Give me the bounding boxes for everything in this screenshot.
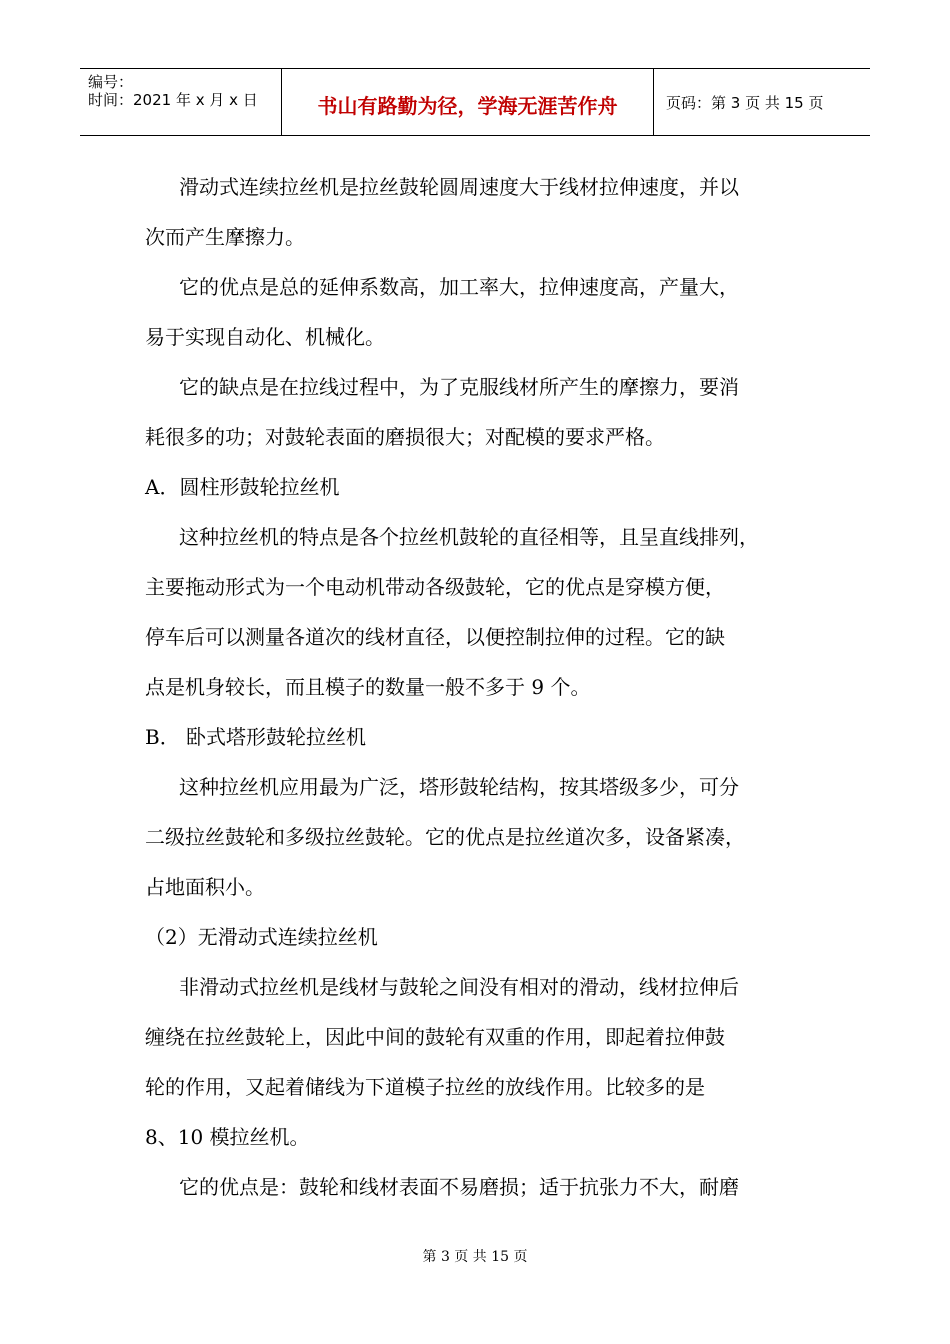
paragraph-line: 它的优点是总的延伸系数高，加工率大，拉伸速度高，产量大， xyxy=(179,275,739,299)
header-page-info: 页码：第 3 页 共 15 页 xyxy=(666,93,824,112)
page-footer: 第 3 页 共 15 页 xyxy=(422,1249,528,1265)
paragraph-line: 滑动式连续拉丝机是拉丝鼓轮圆周速度大于线材拉伸速度，并以 xyxy=(179,175,739,199)
document-number-label: 编号： xyxy=(88,73,134,91)
paragraph-line: 停车后可以测量各道次的线材直径，以便控制拉伸的过程。它的缺 xyxy=(145,625,725,649)
paragraph-line: 8、10 模拉丝机。 xyxy=(145,1125,310,1149)
paragraph-line: 缠绕在拉丝鼓轮上，因此中间的鼓轮有双重的作用，即起着拉伸鼓 xyxy=(145,1025,725,1049)
paragraph-line: 占地面积小。 xyxy=(145,875,265,899)
section-heading-2: （2）无滑动式连续拉丝机 xyxy=(145,925,378,949)
paragraph-line: 非滑动式拉丝机是线材与鼓轮之间没有相对的滑动，线材拉伸后 xyxy=(179,975,739,999)
paragraph-line: 次而产生摩擦力。 xyxy=(145,225,305,249)
paragraph-line: 这种拉丝机应用最为广泛，塔形鼓轮结构，按其塔级多少，可分 xyxy=(179,775,739,799)
paragraph-line: 这种拉丝机的特点是各个拉丝机鼓轮的直径相等，且呈直线排列， xyxy=(179,525,759,549)
paragraph-line: 二级拉丝鼓轮和多级拉丝鼓轮。它的优点是拉丝道次多，设备紧凑， xyxy=(145,825,745,849)
paragraph-line: 轮的作用，又起着储线为下道模子拉丝的放线作用。比较多的是 xyxy=(145,1075,705,1099)
section-heading-a: A．圆柱形鼓轮拉丝机 xyxy=(145,475,340,499)
paragraph-line: 它的优点是：鼓轮和线材表面不易磨损；适于抗张力不大，耐磨 xyxy=(179,1175,739,1199)
page-header xyxy=(80,68,870,136)
paragraph-line: 主要拖动形式为一个电动机带动各级鼓轮，它的优点是穿模方便， xyxy=(145,575,725,599)
header-meta xyxy=(80,69,282,135)
header-motto: 书山有路勤为径，学海无涯苦作舟 xyxy=(282,69,654,135)
paragraph-line: 易于实现自动化、机械化。 xyxy=(145,325,385,349)
paragraph-line: 点是机身较长，而且模子的数量一般不多于 9 个。 xyxy=(145,675,591,699)
paragraph-line: 耗很多的功；对鼓轮表面的磨损很大；对配模的要求严格。 xyxy=(145,425,665,449)
paragraph-line: 它的缺点是在拉线过程中，为了克服线材所产生的摩擦力，要消 xyxy=(179,375,739,399)
document-date-label: 时间：2021 年 x 月 x 日 xyxy=(88,91,258,109)
document-body xyxy=(145,162,835,1212)
section-heading-b: B． 卧式塔形鼓轮拉丝机 xyxy=(145,725,367,749)
